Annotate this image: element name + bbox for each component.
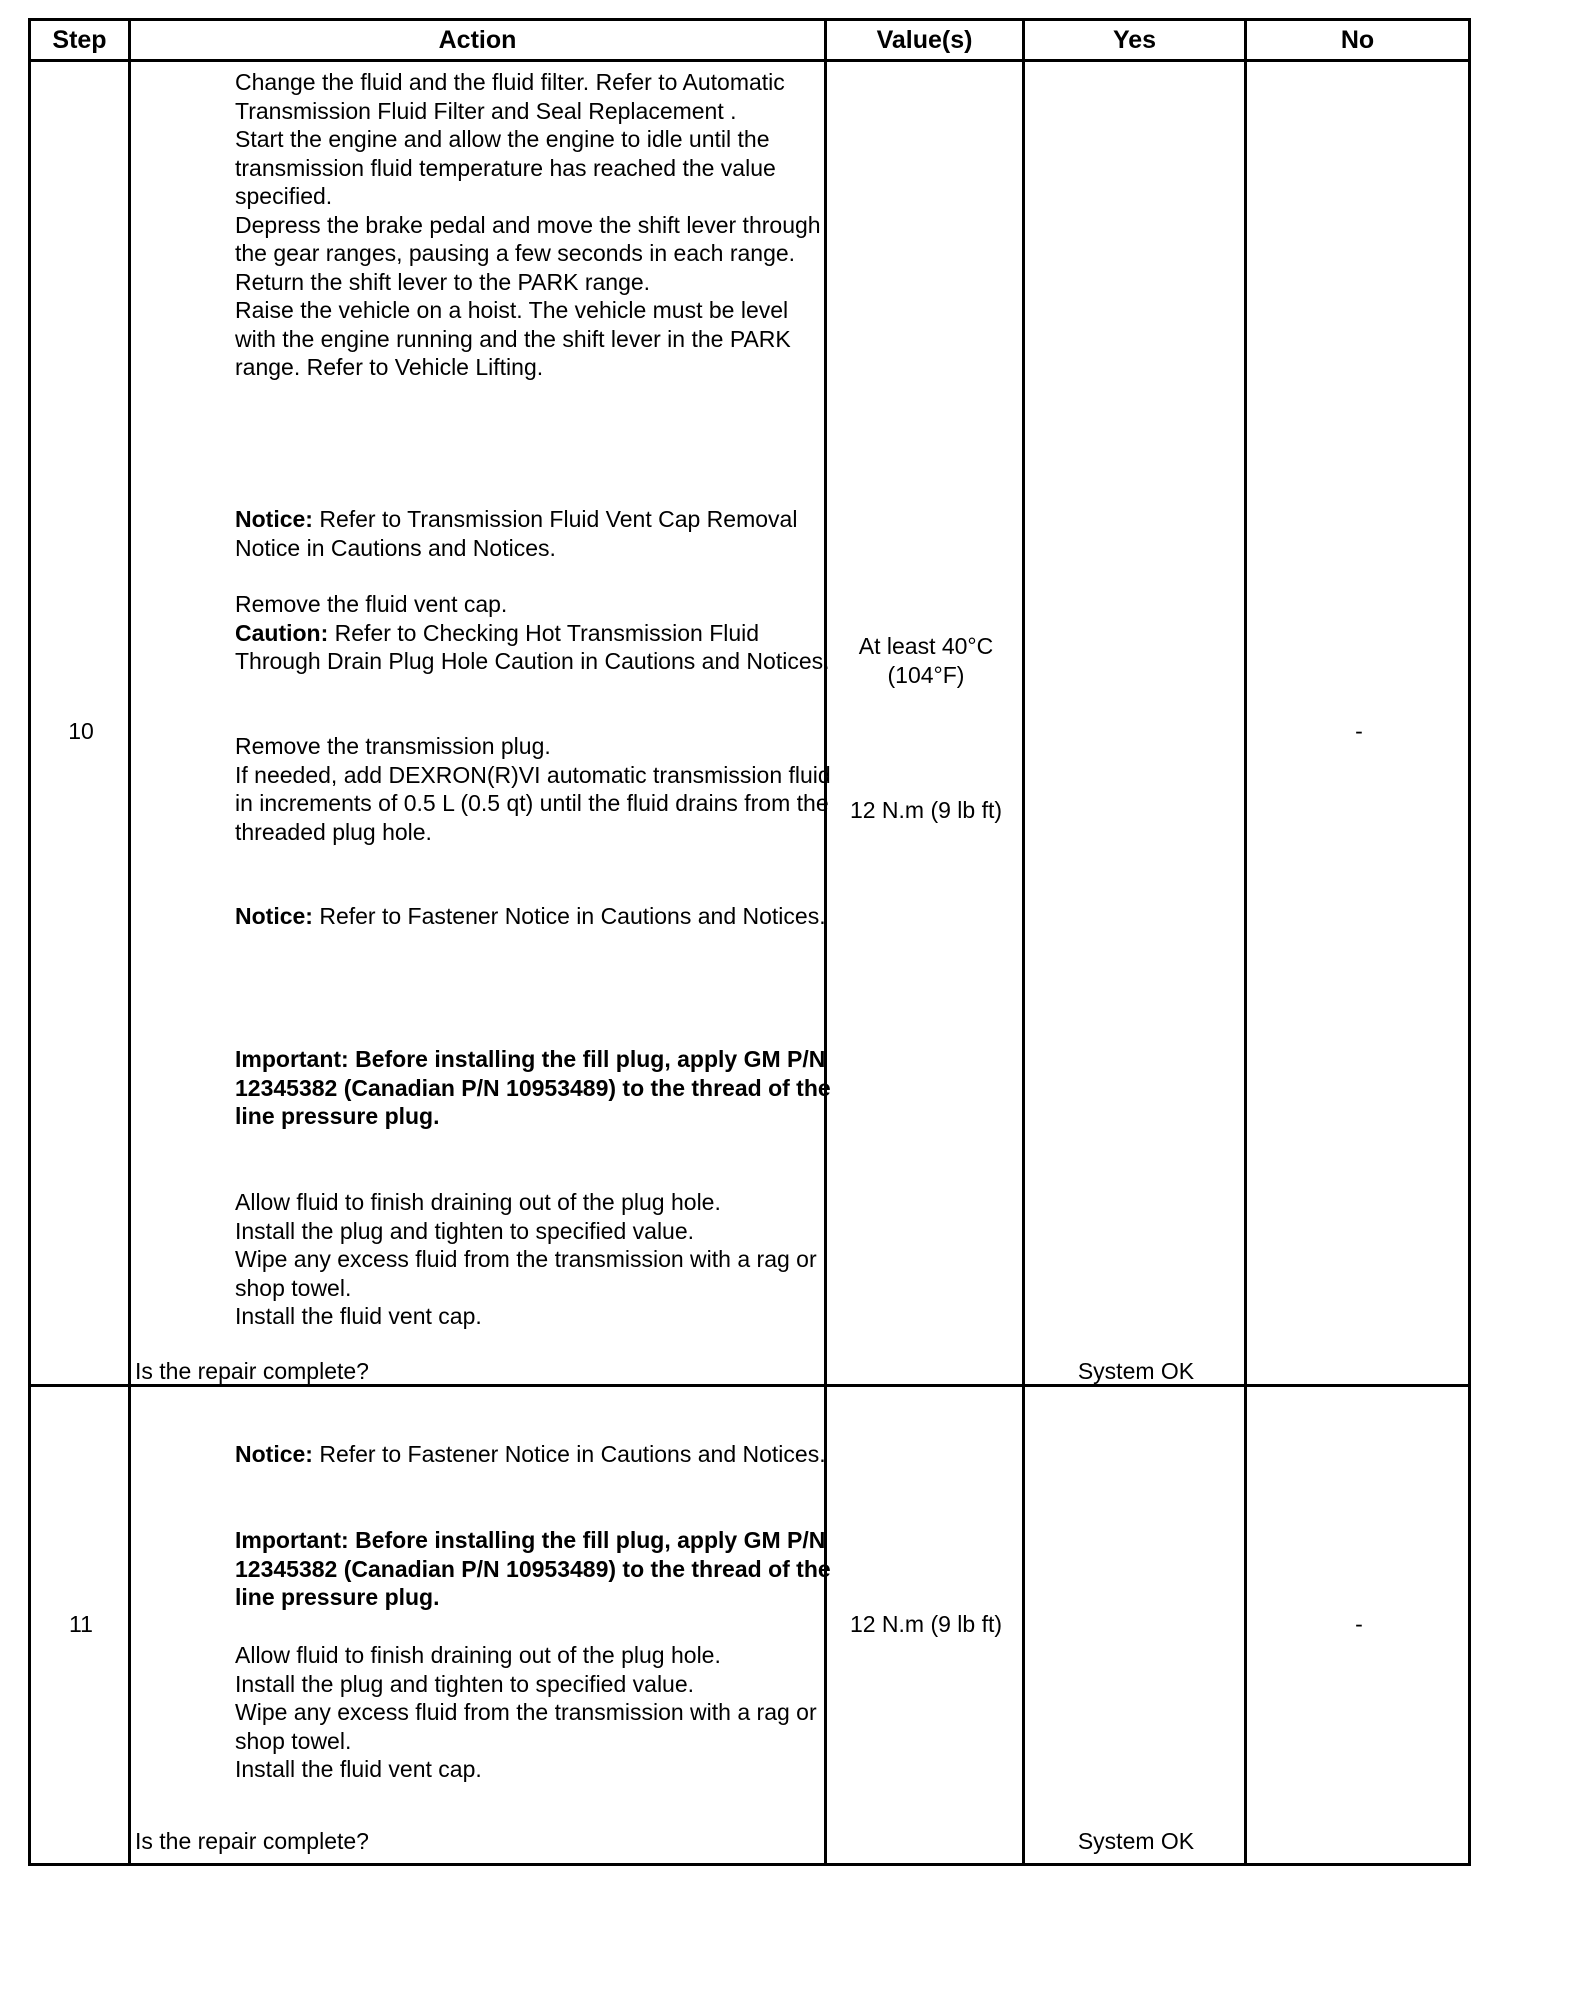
action-line: Install the fluid vent cap. xyxy=(235,1756,482,1782)
no-result: - xyxy=(1355,1611,1363,1637)
action-line: Remove the transmission plug. xyxy=(235,733,551,759)
action-line: Raise the vehicle on a hoist. The vehicle must be level with the engine running and the shift lever in the PARK range. Refer to Vehicle Lifting. xyxy=(235,297,791,380)
value-torque: 12 N.m (9 lb ft) xyxy=(849,797,1003,823)
action-line: Wipe any excess fluid from the transmission with a rag or shop towel. xyxy=(235,1699,817,1754)
caution-text: Refer to Checking Hot Transmission Fluid Through Drain Plug Hole Caution in Cautions and Notices. xyxy=(235,619,830,674)
action-line: Wipe any excess fluid from the transmission with a rag or shop towel. xyxy=(235,1246,817,1301)
no-cell xyxy=(1246,1386,1470,1865)
values-cell xyxy=(826,1386,1024,1865)
question: Is the repair complete? xyxy=(135,1358,369,1384)
value-temperature: At least 40°C (104°F) xyxy=(858,633,994,688)
no-result: - xyxy=(1355,718,1363,744)
yes-result: System OK xyxy=(1077,1828,1195,1854)
action-instructions-3 xyxy=(235,732,835,846)
action-line: Allow fluid to finish draining out of the plug hole. xyxy=(235,1189,721,1215)
table-row-step-10 xyxy=(30,61,1470,1386)
header-step: Step xyxy=(30,20,130,61)
yes-result: System OK xyxy=(1077,1358,1195,1384)
header-row xyxy=(30,20,1470,61)
notice-label: Notice: xyxy=(235,506,313,532)
action-line: Allow fluid to finish draining out of the plug hole. xyxy=(235,1642,721,1668)
action-line: Install the plug and tighten to specified value. xyxy=(235,1217,695,1244)
values-cell xyxy=(826,61,1024,1386)
question: Is the repair complete? xyxy=(135,1828,369,1854)
important-note: Important: Before installing the fill plug, apply GM P/N 12345382 (Canadian P/N 10953489) to the thread of the line pressure plug. xyxy=(235,1527,831,1610)
notice-fastener xyxy=(235,1440,835,1469)
step-number: 11 xyxy=(69,1611,93,1637)
action-instructions xyxy=(235,1641,835,1784)
caution-label: Caution: xyxy=(235,619,329,646)
notice-text: Refer to Transmission Fluid Vent Cap Removal Notice in Cautions and Notices. xyxy=(235,506,798,561)
notice-text: Refer to Fastener Notice in Cautions and Notices. xyxy=(312,1441,826,1467)
header-values: Value(s) xyxy=(826,20,1024,61)
notice-vent-cap xyxy=(235,505,835,562)
header-action: Action xyxy=(130,20,826,61)
action-line: Start the engine and allow the engine to idle until the transmission fluid temperature has reached the value specified. xyxy=(235,126,776,209)
action-cell xyxy=(130,1386,831,1865)
action-instructions-4 xyxy=(235,1188,835,1331)
notice-fastener xyxy=(235,902,835,931)
yes-cell xyxy=(1024,61,1246,1386)
notice-text: Refer to Fastener Notice in Cautions and Notices. xyxy=(312,903,826,929)
notice-label: Notice: xyxy=(235,903,313,929)
action-line: Change the fluid and the fluid filter. Refer to Automatic Transmission Fluid Filter and Seal Replacement . xyxy=(235,69,785,124)
step-cell xyxy=(30,1386,130,1865)
yes-cell xyxy=(1024,1386,1246,1865)
action-instructions-1 xyxy=(235,68,835,382)
action-line: If needed, add DEXRON(R)VI automatic transmission fluid in increments of 0.5 L (0.5 qt) until the fluid drains from the threaded plug hole. xyxy=(235,761,831,845)
header-no: No xyxy=(1246,20,1470,61)
header-yes: Yes xyxy=(1024,20,1246,61)
step-cell xyxy=(30,61,130,1386)
action-line: Remove the fluid vent cap. xyxy=(235,591,508,617)
action-instructions-2 xyxy=(235,590,835,676)
notice-label: Notice: xyxy=(235,1441,313,1467)
diagnostic-table xyxy=(28,18,1471,1866)
action-line: Depress the brake pedal and move the shift lever through the gear ranges, pausing a few seconds in each range. Return the shift lever to the PARK range. xyxy=(235,211,821,295)
action-cell xyxy=(130,61,831,1386)
value-torque: 12 N.m (9 lb ft) xyxy=(849,1611,1003,1637)
action-line: Install the plug and tighten to specified value. xyxy=(235,1670,695,1697)
important-note: Important: Before installing the fill plug, apply GM P/N 12345382 (Canadian P/N 10953489) to the thread of the line pressure plug. xyxy=(235,1046,831,1129)
table-row-step-11 xyxy=(30,1386,1470,1865)
step-number: 10 xyxy=(68,718,94,744)
action-line: Install the fluid vent cap. xyxy=(235,1303,482,1329)
no-cell xyxy=(1246,61,1470,1386)
